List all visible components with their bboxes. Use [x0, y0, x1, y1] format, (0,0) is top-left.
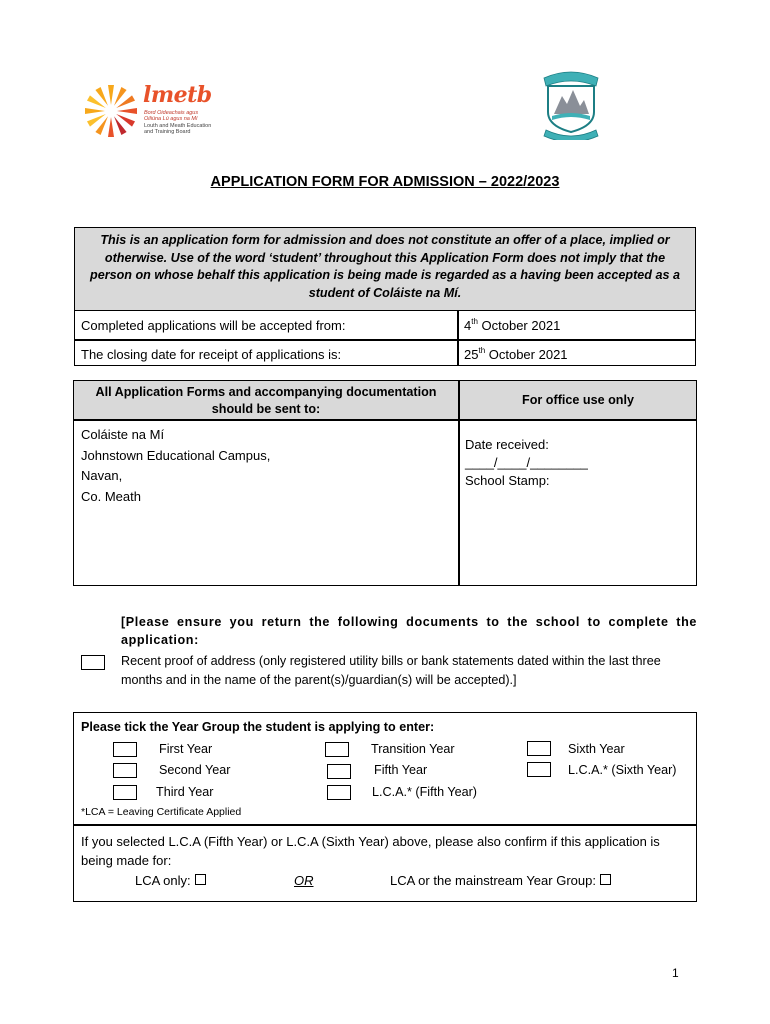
send-to-header: All Application Forms and accompanying documentation should be sent to:	[74, 381, 458, 420]
transition-year-checkbox[interactable]	[325, 742, 349, 757]
third-year-checkbox[interactable]	[113, 785, 137, 800]
lca-confirm-text: If you selected L.C.A (Fifth Year) or L.C.A (Sixth Year) above, please also confirm if this application is being made for:	[81, 834, 660, 868]
transition-year-label: Transition Year	[371, 742, 455, 756]
closing-date-label: The closing date for receipt of applications is:	[81, 347, 342, 362]
admission-info-table	[74, 227, 696, 366]
date-received-label: Date received:	[465, 437, 549, 452]
documents-intro: [Please ensure you return the following documents to the school to complete the application:	[121, 615, 697, 647]
divider	[74, 419, 696, 421]
divider	[74, 824, 696, 826]
second-year-checkbox[interactable]	[113, 763, 137, 778]
year-group-table	[73, 712, 697, 902]
sixth-year-checkbox[interactable]	[527, 741, 551, 756]
lca-sixth-year-checkbox[interactable]	[527, 762, 551, 777]
third-year-label: Third Year	[156, 785, 214, 799]
or-text: OR	[294, 873, 314, 888]
proof-of-address-item: Recent proof of address (only registered utility bills or bank statements dated within the last three months and in the name of the parent(s)/guardian(s) will be accepted).]	[121, 654, 661, 687]
lca-mainstream-option: LCA or the mainstream Year Group:	[390, 873, 611, 888]
lca-mainstream-checkbox[interactable]	[600, 874, 611, 885]
closing-date-value: 25th October 2021	[464, 346, 568, 362]
accepted-from-row	[75, 311, 695, 339]
office-use-fields	[465, 436, 588, 490]
school-address: Coláiste na Mí Johnstown Educational Campus, Navan, Co. Meath	[81, 427, 271, 504]
accepted-from-label: Completed applications will be accepted from:	[81, 318, 346, 333]
lca-sixth-year-label: L.C.A.* (Sixth Year)	[568, 763, 677, 777]
school-stamp-label: School Stamp:	[465, 473, 550, 488]
first-year-checkbox[interactable]	[113, 742, 137, 757]
second-year-label: Second Year	[159, 763, 231, 777]
year-group-question: Please tick the Year Group the student is applying to enter:	[81, 720, 435, 734]
divider	[458, 381, 460, 585]
page-title: APPLICATION FORM FOR ADMISSION – 2022/2023	[210, 174, 560, 190]
office-use-header: For office use only	[460, 381, 696, 420]
lmetb-subtitle: Bord Oideachais agus Oiliúna Lú agus na Mí Louth and Meath Education and Training Board	[144, 110, 212, 136]
lmetb-wordmark: lmetb	[143, 82, 212, 108]
sixth-year-label: Sixth Year	[568, 742, 625, 756]
lca-only-checkbox[interactable]	[195, 874, 206, 885]
page-number: 1	[672, 966, 679, 980]
crest-icon	[540, 68, 602, 140]
lca-fifth-year-checkbox[interactable]	[327, 785, 351, 800]
fifth-year-checkbox[interactable]	[327, 764, 351, 779]
send-to-table	[73, 380, 697, 586]
proof-of-address-checkbox[interactable]	[81, 655, 105, 670]
school-crest-logo	[540, 68, 602, 140]
lca-footnote: *LCA = Leaving Certificate Applied	[81, 806, 242, 818]
lmetb-logo	[80, 80, 220, 142]
disclaimer-text: This is an application form for admission and does not constitute an offer of a place, implied or otherwise. Use of the word ‘student’ throughout this Application Form does not imply that the person on whose behalf this application is being made is regarded as a having been accepted as a student of Coláiste na Mí.	[75, 228, 695, 311]
first-year-label: First Year	[159, 742, 213, 756]
lca-only-option: LCA only:	[135, 873, 206, 888]
closing-date-row	[75, 340, 695, 368]
fifth-year-label: Fifth Year	[374, 763, 428, 777]
sunburst-icon	[80, 80, 142, 142]
date-received-blank[interactable]: ____/____/________	[465, 455, 588, 470]
accepted-from-date: 4th October 2021	[464, 317, 561, 333]
lca-fifth-year-label: L.C.A.* (Fifth Year)	[372, 785, 477, 799]
